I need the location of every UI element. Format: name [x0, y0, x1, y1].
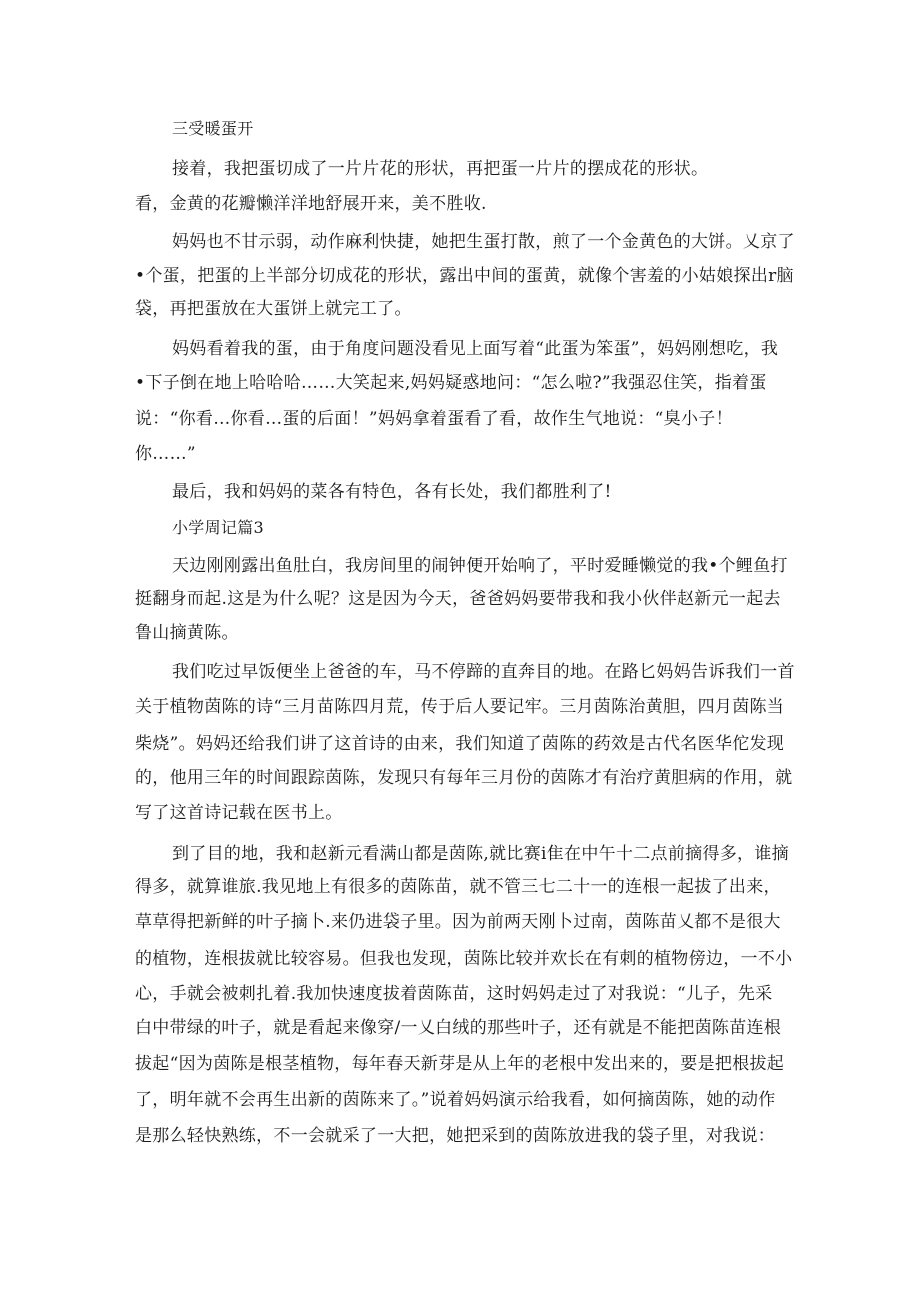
- paragraph-line: 关于植物茵陈的诗“三月苗陈四月荒，传于后人要记牢。三月茵陈治黄胆，四月茵陈当: [135, 697, 785, 717]
- paragraph-line: 写了这首诗记载在医书上。: [135, 803, 343, 823]
- paragraph-line: 心，手就会被刺扎着.我加快速度拔着茵陈苗，这时妈妈走过了对我说：“儿子，先采: [135, 984, 773, 1004]
- paragraph-line: 妈妈看着我的蛋，由于角度问题没看见上面写着“此蛋为笨蛋”，妈妈刚想吃，我: [172, 339, 779, 359]
- paragraph-line: 袋，再把蛋放在大蛋饼上就完工了。: [135, 299, 412, 319]
- paragraph-line: 接着，我把蛋切成了一片片花的形状，再把蛋一片片的摆成花的形状。: [172, 159, 709, 179]
- paragraph-line: 你……”: [135, 444, 196, 464]
- paragraph-line: 最后，我和妈妈的菜各有特色，各有长处，我们都胜利了!: [172, 482, 612, 502]
- paragraph-line: 天边刚刚露出鱼肚白，我房间里的闹钟便开始响了，平时爱睡懒觉的我•个鲤鱼打: [172, 556, 788, 576]
- paragraph-line: 说：“你看…你看…蛋的后面！”妈妈拿着蛋看了看，故作生气地说：“臭小子！: [135, 409, 733, 429]
- paragraph-line: 草草得把新鲜的叶子摘卜.来仍进袋子里。因为前两天刚卜过南，茵陈苗乂都不是很大: [135, 912, 781, 932]
- paragraph-line: 挺翻身而起.这是为什么呢？这是因为今天，爸爸妈妈要带我和我小伙伴赵新元一起去: [135, 589, 781, 609]
- paragraph-line: •个蛋，把蛋的上半部分切成花的形状，露出中间的蛋黄，就像个害羞的小姑娘探出r脑: [135, 266, 794, 286]
- paragraph-line: 妈妈也不甘示弱，动作麻利快捷，她把生蛋打散，煎了一个金黄色的大饼。乂京了: [172, 232, 795, 252]
- paragraph-line: 到了目的地，我和赵新元看满山都是茵陈,就比赛i隹在中午十二点前摘得多，谁摘: [172, 844, 789, 864]
- paragraph-line: 是那么轻快熟练，不一会就采了一大把，她把采到的茵陈放进我的袋子里，对我说：: [135, 1126, 776, 1146]
- paragraph-line: 了，明年就不会再生出新的茵陈来了。”说着妈妈演示给我看，如何摘茵陈，她的动作: [135, 1090, 776, 1110]
- paragraph-line: 得多，就算谁旅.我见地上有很多的茵陈苗，就不管三七二十一的连根一起拔了出来，: [135, 877, 781, 897]
- paragraph-line: 看，金黄的花瓣懒洋洋地舒展开来，美不胜收.: [135, 194, 487, 214]
- section-heading: 小学周记篇3: [172, 518, 264, 537]
- section-heading: 三受暖蛋开: [172, 119, 254, 138]
- paragraph-line: 我们吃过早饭便坐上爸爸的车，马不停蹄的直奔目的地。在路匕妈妈告诉我们一首: [172, 662, 795, 682]
- paragraph-line: 柴烧”。妈妈还给我们讲了这首诗的由来，我们知道了茵陈的药效是古代名医华佗发现: [135, 734, 785, 754]
- paragraph-line: 拔起“因为茵陈是根茎植物，每年春天新芽是从上年的老根中发出来的，要是把根拔起: [135, 1054, 785, 1074]
- paragraph-line: 的，他用三年的时间跟踪茵陈，发现只有每年三月份的茵陈才有治疗黄胆病的作用，就: [135, 768, 793, 788]
- paragraph-line: •下子倒在地上哈哈哈……大笑起来,妈妈疑惑地问：“怎么啦?”我强忍住笑，指着蛋: [135, 373, 767, 393]
- paragraph-line: 鲁山摘黄陈。: [135, 623, 239, 643]
- paragraph-line: 白中带绿的叶子，就是看起来像穿/一乂白绒的那些叶子，还有就是不能把茵陈苗连根: [135, 1018, 782, 1038]
- paragraph-line: 的植物，连根拔就比较容易。但我也发现，茵陈比较并欢长在有刺的植物傍边，一不小: [135, 949, 793, 969]
